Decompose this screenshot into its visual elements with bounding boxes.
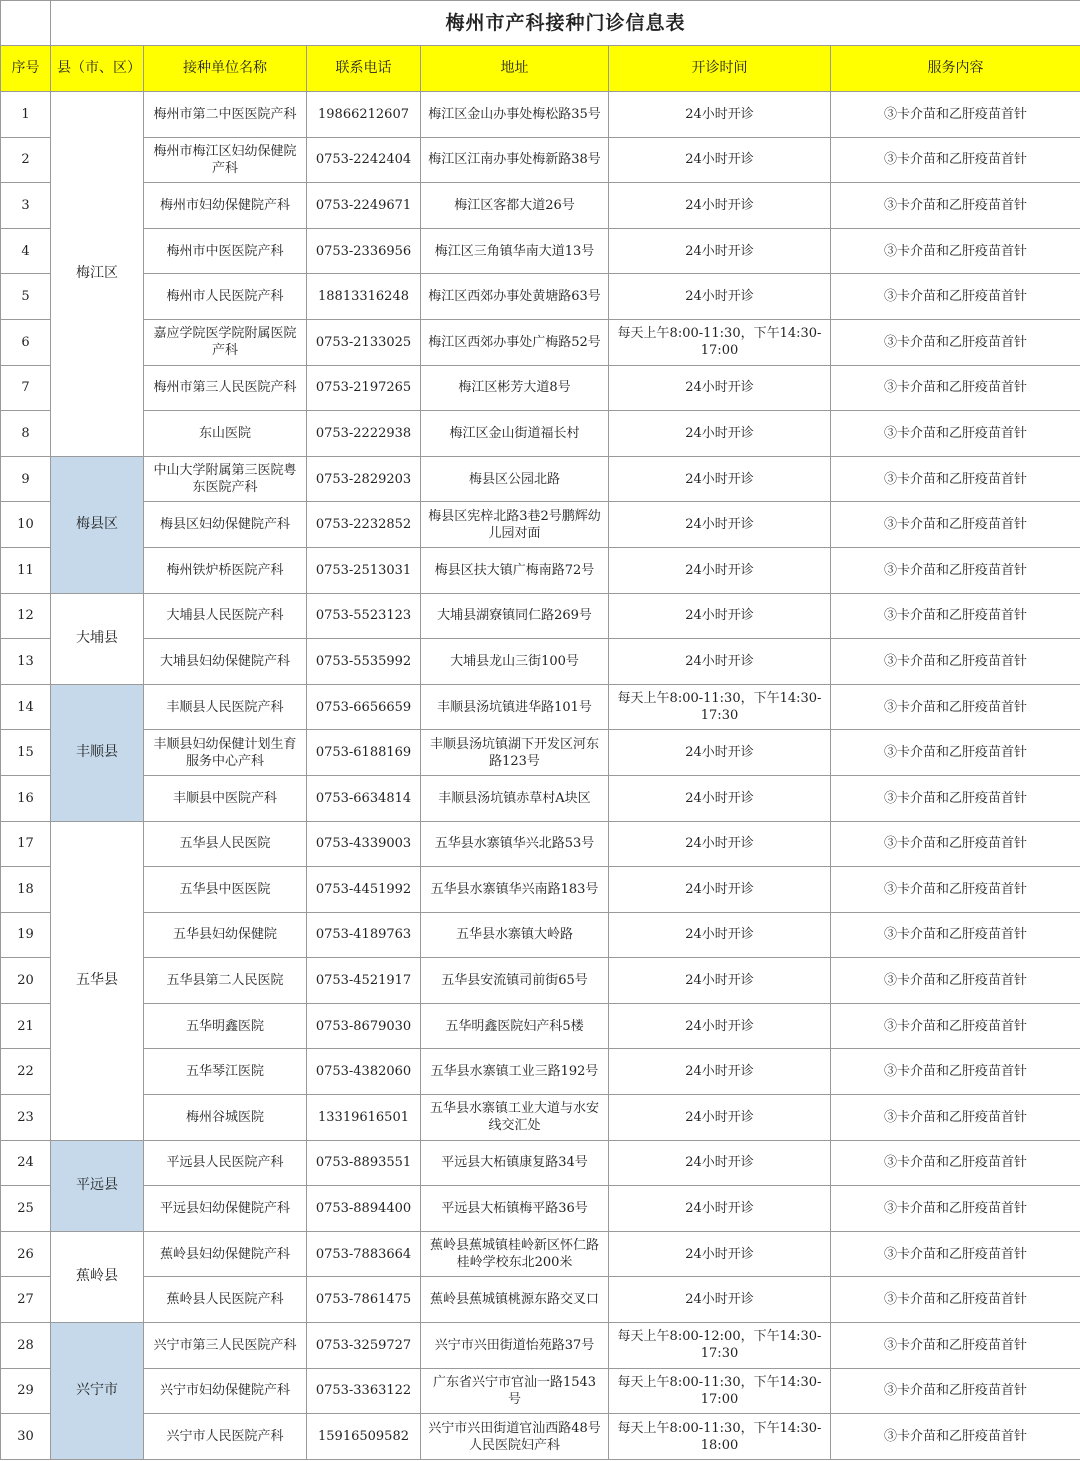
row-number-cell: 1 (1, 92, 51, 138)
phone-cell: 0753-2249671 (307, 183, 421, 229)
row-number-cell: 27 (1, 1277, 51, 1323)
table-row (1, 228, 1080, 274)
row-number-cell: 14 (1, 684, 51, 730)
table-row (1, 1414, 1080, 1460)
service-cell: ③卡介苗和乙肝疫苗首针 (831, 92, 1080, 138)
phone-cell: 19866212607 (307, 92, 421, 138)
row-number-cell: 17 (1, 821, 51, 867)
phone-cell: 0753-7861475 (307, 1277, 421, 1323)
table-row (1, 912, 1080, 958)
phone-cell: 0753-8894400 (307, 1186, 421, 1232)
table-row (1, 92, 1080, 138)
service-cell: ③卡介苗和乙肝疫苗首针 (831, 502, 1080, 548)
county-cell: 大埔县 (51, 593, 144, 684)
row-number-cell: 15 (1, 730, 51, 776)
table-row (1, 1186, 1080, 1232)
service-cell: ③卡介苗和乙肝疫苗首针 (831, 821, 1080, 867)
phone-cell: 0753-2242404 (307, 137, 421, 183)
county-cell: 蕉岭县 (51, 1231, 144, 1322)
phone-cell: 0753-7883664 (307, 1231, 421, 1277)
unit-name-cell: 梅州谷城医院 (144, 1095, 307, 1141)
service-cell: ③卡介苗和乙肝疫苗首针 (831, 958, 1080, 1004)
county-cell: 丰顺县 (51, 684, 144, 821)
address-cell: 五华县水寨镇大岭路 (421, 912, 609, 958)
address-cell: 平远县大柘镇康复路34号 (421, 1140, 609, 1186)
row-number-cell: 12 (1, 593, 51, 639)
table-row (1, 1368, 1080, 1414)
service-cell: ③卡介苗和乙肝疫苗首针 (831, 228, 1080, 274)
service-cell: ③卡介苗和乙肝疫苗首针 (831, 1186, 1080, 1232)
hours-cell: 24小时开诊 (609, 183, 831, 229)
table-row (1, 1049, 1080, 1095)
table-row (1, 411, 1080, 457)
hours-cell: 24小时开诊 (609, 958, 831, 1004)
service-cell: ③卡介苗和乙肝疫苗首针 (831, 1368, 1080, 1414)
title-row (1, 1, 1080, 46)
unit-name-cell: 兴宁市人民医院产科 (144, 1414, 307, 1460)
hours-cell: 24小时开诊 (609, 867, 831, 913)
table-row (1, 183, 1080, 229)
service-cell: ③卡介苗和乙肝疫苗首针 (831, 183, 1080, 229)
hours-cell: 24小时开诊 (609, 912, 831, 958)
table-row (1, 867, 1080, 913)
phone-cell: 13319616501 (307, 1095, 421, 1141)
service-cell: ③卡介苗和乙肝疫苗首针 (831, 593, 1080, 639)
phone-cell: 0753-8893551 (307, 1140, 421, 1186)
address-cell: 梅江区西郊办事处黄塘路63号 (421, 274, 609, 320)
hours-cell: 24小时开诊 (609, 1049, 831, 1095)
address-cell: 丰顺县汤坑镇赤草村A块区 (421, 775, 609, 821)
header-row (1, 46, 1080, 92)
hours-cell: 24小时开诊 (609, 228, 831, 274)
address-cell: 大埔县龙山三街100号 (421, 639, 609, 685)
service-cell: ③卡介苗和乙肝疫苗首针 (831, 912, 1080, 958)
unit-name-cell: 梅州市妇幼保健院产科 (144, 183, 307, 229)
hours-cell: 每天上午8:00-11:30，下午14:30-17:00 (609, 319, 831, 365)
hours-cell: 24小时开诊 (609, 1140, 831, 1186)
table-row (1, 1140, 1080, 1186)
row-number-cell: 10 (1, 502, 51, 548)
unit-name-cell: 五华县妇幼保健院 (144, 912, 307, 958)
row-number-cell: 8 (1, 411, 51, 457)
phone-cell: 15916509582 (307, 1414, 421, 1460)
address-cell: 兴宁市兴田街道官汕西路48号人民医院妇产科 (421, 1414, 609, 1460)
service-cell: ③卡介苗和乙肝疫苗首针 (831, 1231, 1080, 1277)
table-row (1, 958, 1080, 1004)
hours-cell: 每天上午8:00-11:30，下午14:30-17:30 (609, 684, 831, 730)
unit-name-cell: 梅州市人民医院产科 (144, 274, 307, 320)
unit-name-cell: 梅州市梅江区妇幼保健院产科 (144, 137, 307, 183)
phone-cell: 0753-4339003 (307, 821, 421, 867)
table-row (1, 1095, 1080, 1141)
phone-cell: 0753-4451992 (307, 867, 421, 913)
address-cell: 五华县水寨镇华兴北路53号 (421, 821, 609, 867)
unit-name-cell: 嘉应学院医学院附属医院产科 (144, 319, 307, 365)
hours-cell: 24小时开诊 (609, 502, 831, 548)
phone-cell: 0753-8679030 (307, 1003, 421, 1049)
header-county: 县（市、区） (51, 46, 144, 92)
header-address: 地址 (421, 46, 609, 92)
address-cell: 梅江区江南办事处梅新路38号 (421, 137, 609, 183)
unit-name-cell: 梅州市第三人民医院产科 (144, 365, 307, 411)
unit-name-cell: 平远县人民医院产科 (144, 1140, 307, 1186)
unit-name-cell: 平远县妇幼保健院产科 (144, 1186, 307, 1232)
header-service: 服务内容 (831, 46, 1080, 92)
unit-name-cell: 大埔县人民医院产科 (144, 593, 307, 639)
unit-name-cell: 兴宁市第三人民医院产科 (144, 1323, 307, 1369)
table-row (1, 319, 1080, 365)
unit-name-cell: 丰顺县妇幼保健计划生育服务中心产科 (144, 730, 307, 776)
address-cell: 兴宁市兴田街道怡苑路37号 (421, 1323, 609, 1369)
table-row (1, 593, 1080, 639)
unit-name-cell: 梅州市中医医院产科 (144, 228, 307, 274)
service-cell: ③卡介苗和乙肝疫苗首针 (831, 137, 1080, 183)
unit-name-cell: 东山医院 (144, 411, 307, 457)
row-number-cell: 2 (1, 137, 51, 183)
unit-name-cell: 中山大学附属第三医院粤东医院产科 (144, 456, 307, 502)
phone-cell: 0753-2222938 (307, 411, 421, 457)
county-cell: 五华县 (51, 821, 144, 1140)
hours-cell: 24小时开诊 (609, 547, 831, 593)
address-cell: 梅江区西郊办事处广梅路52号 (421, 319, 609, 365)
unit-name-cell: 五华琴江医院 (144, 1049, 307, 1095)
service-cell: ③卡介苗和乙肝疫苗首针 (831, 365, 1080, 411)
row-number-cell: 26 (1, 1231, 51, 1277)
header-phone: 联系电话 (307, 46, 421, 92)
hours-cell: 24小时开诊 (609, 137, 831, 183)
row-number-cell: 21 (1, 1003, 51, 1049)
service-cell: ③卡介苗和乙肝疫苗首针 (831, 456, 1080, 502)
table-row (1, 639, 1080, 685)
service-cell: ③卡介苗和乙肝疫苗首针 (831, 1414, 1080, 1460)
phone-cell: 0753-4521917 (307, 958, 421, 1004)
phone-cell: 0753-6656659 (307, 684, 421, 730)
hours-cell: 24小时开诊 (609, 730, 831, 776)
hours-cell: 24小时开诊 (609, 456, 831, 502)
phone-cell: 0753-3363122 (307, 1368, 421, 1414)
address-cell: 蕉岭县蕉城镇桂岭新区怀仁路桂岭学校东北200米 (421, 1231, 609, 1277)
phone-cell: 0753-4382060 (307, 1049, 421, 1095)
row-number-cell: 22 (1, 1049, 51, 1095)
service-cell: ③卡介苗和乙肝疫苗首针 (831, 867, 1080, 913)
county-cell: 平远县 (51, 1140, 144, 1231)
service-cell: ③卡介苗和乙肝疫苗首针 (831, 1140, 1080, 1186)
phone-cell: 0753-3259727 (307, 1323, 421, 1369)
unit-name-cell: 五华县中医医院 (144, 867, 307, 913)
row-number-cell: 13 (1, 639, 51, 685)
unit-name-cell: 梅州铁炉桥医院产科 (144, 547, 307, 593)
phone-cell: 0753-4189763 (307, 912, 421, 958)
service-cell: ③卡介苗和乙肝疫苗首针 (831, 411, 1080, 457)
service-cell: ③卡介苗和乙肝疫苗首针 (831, 1323, 1080, 1369)
table-body (1, 92, 1080, 1460)
phone-cell: 18813316248 (307, 274, 421, 320)
row-number-cell: 23 (1, 1095, 51, 1141)
address-cell: 梅江区三角镇华南大道13号 (421, 228, 609, 274)
unit-name-cell: 大埔县妇幼保健院产科 (144, 639, 307, 685)
row-number-cell: 4 (1, 228, 51, 274)
service-cell: ③卡介苗和乙肝疫苗首针 (831, 1095, 1080, 1141)
unit-name-cell: 丰顺县人民医院产科 (144, 684, 307, 730)
service-cell: ③卡介苗和乙肝疫苗首针 (831, 639, 1080, 685)
phone-cell: 0753-6188169 (307, 730, 421, 776)
row-number-cell: 6 (1, 319, 51, 365)
address-cell: 五华明鑫医院妇产科5楼 (421, 1003, 609, 1049)
hours-cell: 每天上午8:00-11:30，下午14:30-18:00 (609, 1414, 831, 1460)
hours-cell: 24小时开诊 (609, 274, 831, 320)
unit-name-cell: 兴宁市妇幼保健院产科 (144, 1368, 307, 1414)
hours-cell: 每天上午8:00-11:30，下午14:30-17:00 (609, 1368, 831, 1414)
address-cell: 丰顺县汤坑镇进华路101号 (421, 684, 609, 730)
unit-name-cell: 蕉岭县妇幼保健院产科 (144, 1231, 307, 1277)
row-number-cell: 29 (1, 1368, 51, 1414)
service-cell: ③卡介苗和乙肝疫苗首针 (831, 274, 1080, 320)
title-blank-cell (1, 1, 51, 46)
table-row (1, 137, 1080, 183)
phone-cell: 0753-2513031 (307, 547, 421, 593)
county-cell: 梅江区 (51, 92, 144, 457)
row-number-cell: 5 (1, 274, 51, 320)
address-cell: 梅江区彬芳大道8号 (421, 365, 609, 411)
unit-name-cell: 五华县第二人民医院 (144, 958, 307, 1004)
address-cell: 五华县安流镇司前街65号 (421, 958, 609, 1004)
unit-name-cell: 梅州市第二中医医院产科 (144, 92, 307, 138)
service-cell: ③卡介苗和乙肝疫苗首针 (831, 1277, 1080, 1323)
header-hours: 开诊时间 (609, 46, 831, 92)
hours-cell: 24小时开诊 (609, 593, 831, 639)
phone-cell: 0753-6634814 (307, 775, 421, 821)
row-number-cell: 19 (1, 912, 51, 958)
table-row (1, 1003, 1080, 1049)
row-number-cell: 20 (1, 958, 51, 1004)
header-unit-name: 接种单位名称 (144, 46, 307, 92)
row-number-cell: 18 (1, 867, 51, 913)
row-number-cell: 11 (1, 547, 51, 593)
table-row (1, 547, 1080, 593)
unit-name-cell: 五华明鑫医院 (144, 1003, 307, 1049)
hours-cell: 24小时开诊 (609, 1231, 831, 1277)
address-cell: 梅县区宪梓北路3巷2号鹏辉幼儿园对面 (421, 502, 609, 548)
unit-name-cell: 梅县区妇幼保健院产科 (144, 502, 307, 548)
phone-cell: 0753-5523123 (307, 593, 421, 639)
service-cell: ③卡介苗和乙肝疫苗首针 (831, 1049, 1080, 1095)
table-row (1, 1323, 1080, 1369)
hours-cell: 每天上午8:00-12:00，下午14:30-17:30 (609, 1323, 831, 1369)
address-cell: 五华县水寨镇工业三路192号 (421, 1049, 609, 1095)
phone-cell: 0753-2133025 (307, 319, 421, 365)
county-cell: 梅县区 (51, 456, 144, 593)
table-row (1, 502, 1080, 548)
page-title: 梅州市产科接种门诊信息表 (51, 1, 1080, 46)
row-number-cell: 24 (1, 1140, 51, 1186)
phone-cell: 0753-2232852 (307, 502, 421, 548)
unit-name-cell: 蕉岭县人民医院产科 (144, 1277, 307, 1323)
service-cell: ③卡介苗和乙肝疫苗首针 (831, 1003, 1080, 1049)
table-row (1, 456, 1080, 502)
address-cell: 蕉岭县蕉城镇桃源东路交叉口 (421, 1277, 609, 1323)
phone-cell: 0753-2336956 (307, 228, 421, 274)
table-row (1, 775, 1080, 821)
table-row (1, 365, 1080, 411)
county-cell: 兴宁市 (51, 1323, 144, 1460)
unit-name-cell: 丰顺县中医院产科 (144, 775, 307, 821)
phone-cell: 0753-5535992 (307, 639, 421, 685)
hours-cell: 24小时开诊 (609, 821, 831, 867)
hours-cell: 24小时开诊 (609, 1186, 831, 1232)
hours-cell: 24小时开诊 (609, 1277, 831, 1323)
hours-cell: 24小时开诊 (609, 365, 831, 411)
table-row (1, 1231, 1080, 1277)
service-cell: ③卡介苗和乙肝疫苗首针 (831, 547, 1080, 593)
header-no: 序号 (1, 46, 51, 92)
address-cell: 平远县大柘镇梅平路36号 (421, 1186, 609, 1232)
hours-cell: 24小时开诊 (609, 411, 831, 457)
table-row (1, 821, 1080, 867)
hours-cell: 24小时开诊 (609, 92, 831, 138)
row-number-cell: 28 (1, 1323, 51, 1369)
row-number-cell: 3 (1, 183, 51, 229)
row-number-cell: 16 (1, 775, 51, 821)
address-cell: 梅江区金山办事处梅松路35号 (421, 92, 609, 138)
address-cell: 梅县区扶大镇广梅南路72号 (421, 547, 609, 593)
row-number-cell: 25 (1, 1186, 51, 1232)
table-row (1, 730, 1080, 776)
address-cell: 大埔县湖寮镇同仁路269号 (421, 593, 609, 639)
hours-cell: 24小时开诊 (609, 775, 831, 821)
hours-cell: 24小时开诊 (609, 639, 831, 685)
table-row (1, 274, 1080, 320)
row-number-cell: 9 (1, 456, 51, 502)
row-number-cell: 30 (1, 1414, 51, 1460)
service-cell: ③卡介苗和乙肝疫苗首针 (831, 730, 1080, 776)
table-row (1, 684, 1080, 730)
address-cell: 广东省兴宁市官汕一路1543号 (421, 1368, 609, 1414)
unit-name-cell: 五华县人民医院 (144, 821, 307, 867)
hours-cell: 24小时开诊 (609, 1003, 831, 1049)
address-cell: 梅县区公园北路 (421, 456, 609, 502)
address-cell: 梅江区金山街道福长村 (421, 411, 609, 457)
address-cell: 丰顺县汤坑镇湖下开发区河东路123号 (421, 730, 609, 776)
address-cell: 梅江区客都大道26号 (421, 183, 609, 229)
hours-cell: 24小时开诊 (609, 1095, 831, 1141)
table-row (1, 1277, 1080, 1323)
service-cell: ③卡介苗和乙肝疫苗首针 (831, 775, 1080, 821)
address-cell: 五华县水寨镇工业大道与水安线交汇处 (421, 1095, 609, 1141)
phone-cell: 0753-2197265 (307, 365, 421, 411)
phone-cell: 0753-2829203 (307, 456, 421, 502)
row-number-cell: 7 (1, 365, 51, 411)
address-cell: 五华县水寨镇华兴南路183号 (421, 867, 609, 913)
service-cell: ③卡介苗和乙肝疫苗首针 (831, 319, 1080, 365)
service-cell: ③卡介苗和乙肝疫苗首针 (831, 684, 1080, 730)
